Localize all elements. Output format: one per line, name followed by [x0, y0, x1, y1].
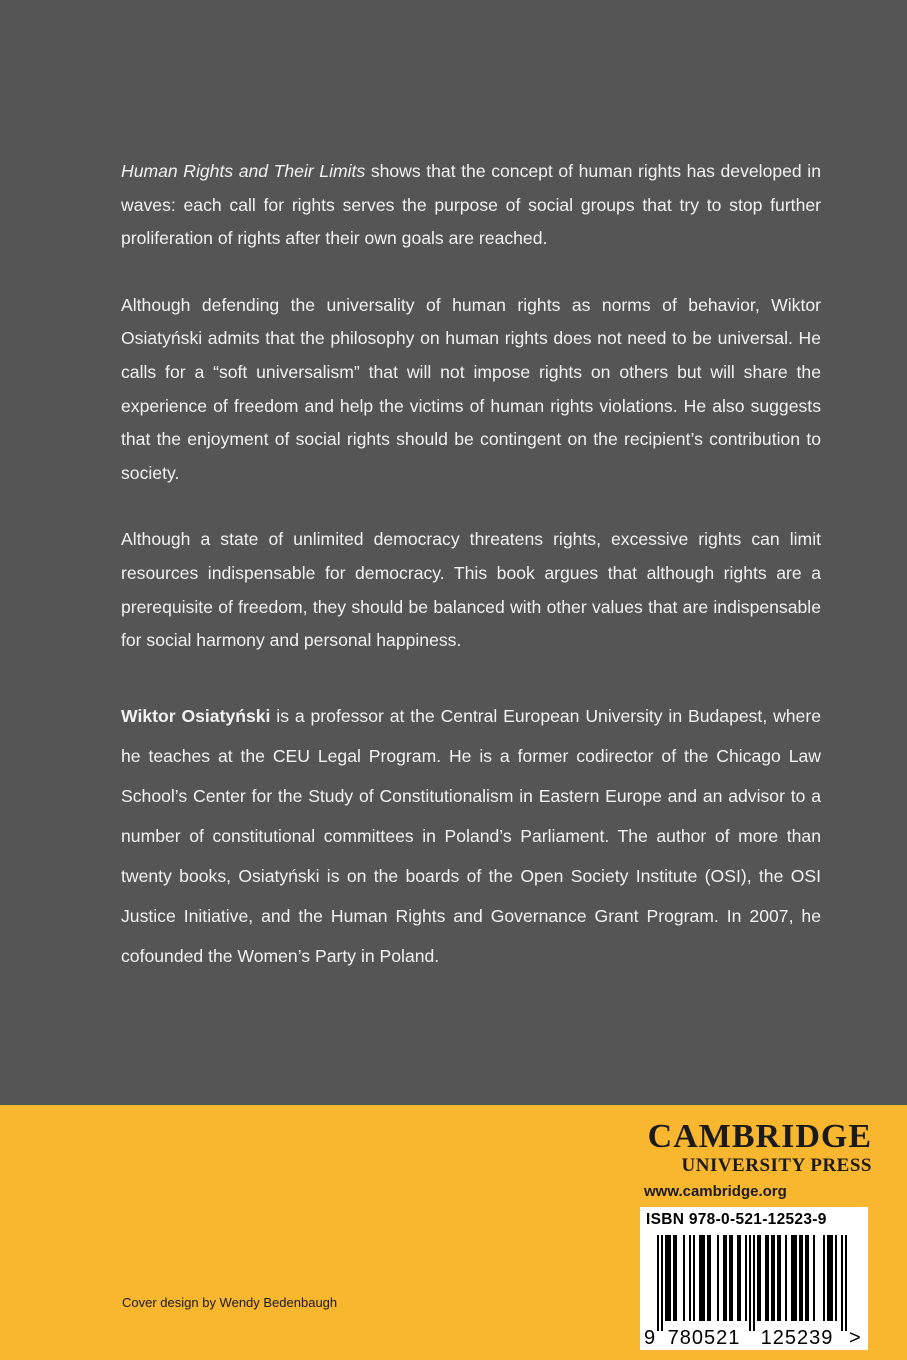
barcode-bar: [831, 1235, 833, 1321]
barcode-bar: [703, 1235, 705, 1321]
barcode-bar: [845, 1235, 847, 1331]
book-title-italic: Human Rights and Their Limits: [121, 161, 366, 181]
blurb-text: [121, 155, 821, 976]
barcode-bar: [675, 1235, 677, 1321]
barcode-bar: [665, 1235, 667, 1321]
barcode-bar: [709, 1235, 711, 1321]
barcode-bar: [841, 1235, 843, 1331]
barcode-bar: [827, 1235, 829, 1321]
barcode-bar: [729, 1235, 731, 1321]
barcode-bar: [669, 1235, 671, 1321]
barcode-bar: [813, 1235, 815, 1321]
barcode-bar: [717, 1235, 719, 1321]
barcode-bar: [805, 1235, 807, 1321]
barcode-bar: [773, 1235, 775, 1321]
author-name: Wiktor Osiatyński: [121, 705, 271, 726]
barcode-digits-left: 780521: [667, 1327, 741, 1349]
barcode-bar: [701, 1235, 703, 1321]
blurb-paragraph-1-text: shows that the concept of human rights has developed in waves: each call for rights serves the purpose of social groups that try to stop further proliferation of rights after their own goals are reached.: [121, 161, 821, 249]
blurb-paragraph-1: [121, 155, 821, 256]
barcode-bar: [737, 1235, 739, 1321]
barcode-bar: [673, 1235, 675, 1321]
barcode-bar: [657, 1235, 659, 1331]
barcode-bar: [807, 1235, 809, 1321]
barcode-bar: [835, 1235, 837, 1321]
barcode-bar: [771, 1235, 773, 1321]
publisher-name-line-2: UNIVERSITY PRESS: [681, 1155, 872, 1176]
barcode-bar: [823, 1235, 825, 1321]
barcode-bar: [725, 1235, 727, 1321]
isbn-barcode: [640, 1207, 868, 1350]
barcode-graphic: [640, 1235, 868, 1350]
barcode-bar: [723, 1235, 725, 1321]
cover-design-credit: Cover design by Wendy Bedenbaugh: [122, 1295, 338, 1310]
barcode-bar: [757, 1235, 759, 1321]
barcode-bar: [661, 1235, 663, 1331]
barcode-bar: [767, 1235, 769, 1321]
barcode-bar: [749, 1235, 751, 1331]
barcode-bar: [707, 1235, 709, 1321]
barcode-bar: [699, 1235, 701, 1321]
barcode-digit-first: 9: [644, 1327, 656, 1349]
barcode-bar: [759, 1235, 761, 1321]
barcode-bar: [745, 1235, 747, 1321]
barcode-bar: [683, 1235, 685, 1321]
barcode-bar: [689, 1235, 691, 1321]
barcode-bar: [785, 1235, 787, 1321]
barcode-bar: [799, 1235, 801, 1321]
barcode-bar: [801, 1235, 803, 1321]
barcode-bar: [667, 1235, 669, 1321]
barcode-digits-right: 125239: [760, 1327, 834, 1349]
barcode-bar: [693, 1235, 695, 1321]
barcode-bar: [731, 1235, 733, 1321]
barcode-bar: [793, 1235, 795, 1321]
barcode-bar: [829, 1235, 831, 1321]
barcode-bar: [777, 1235, 779, 1321]
author-bio-text: is a professor at the Central European University in Budapest, where he teaches at the CEU Legal Program. He is a former codirector of the Chicago Law School’s Center for the Study of Constitutionalism in Eastern Europe and an advisor to a number of constitutional committees in Poland’s Parliament. The author of more than twenty books, Osiatyński is on the boards of the Open Society Institute (OSI), the OSI Justice Initiative, and the Human Rights and Governance Grant Program. In 2007, he cofounded the Women’s Party in Poland.: [121, 705, 821, 966]
publisher-logo: [640, 1120, 872, 1203]
isbn-label: ISBN 978-0-521-12523-9: [646, 1211, 827, 1228]
blurb-paragraph-3: Although a state of unlimited democracy threatens rights, excessive rights can limit resources indispensable for democracy. This book argues that although rights are a prerequisite of freedom, they should be balanced with other values that are indispensable for social harmony and personal happiness.: [121, 529, 821, 651]
author-bio: [121, 696, 821, 976]
barcode-end-mark: >: [849, 1327, 861, 1349]
barcode-bar: [791, 1235, 793, 1321]
barcode-bar: [753, 1235, 755, 1331]
barcode-bar: [765, 1235, 767, 1321]
barcode-bar: [739, 1235, 741, 1321]
barcode-bar: [795, 1235, 797, 1321]
barcode-bar: [779, 1235, 781, 1321]
publisher-url: www.cambridge.org: [644, 1183, 787, 1200]
publisher-name-line-1: CAMBRIDGE: [647, 1118, 872, 1155]
blurb-paragraph-2: Although defending the universality of human rights as norms of behavior, Wiktor Osiatyński admits that the philosophy on human rights does not need to be universal. He calls for a “soft universalism” that will not impose rights on others but will share the experience of freedom and help the victims of human rights violations. He also suggests that the enjoyment of social rights should be contingent on the recipient’s contribution to society.: [121, 294, 821, 483]
